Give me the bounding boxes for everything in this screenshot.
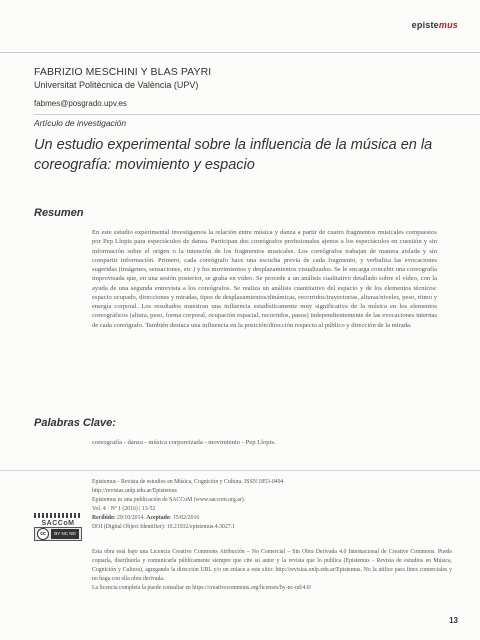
dates-line: Recibido: 29/10/2014. Aceptado: 15/02/2016 (92, 515, 200, 521)
publisher-line: Epistemus es una publicación de SACCoM (www.saccom.org.ar). (92, 497, 246, 503)
saccom-logo-bars (34, 513, 82, 518)
cc-icon: cc (37, 528, 49, 540)
journal-logo: epistemus (411, 20, 458, 30)
abstract-text: En este estudio experimental investigamos la relación entre música y danza a partir de cuatro fragmentos musicales compuestos por Pep Llopis para espectáculos de danza. Participan dos coreógrafos profesionales ajenos a los espectáculos en cuestión y sin información sobre el origen o la intención de los fragmentos musicales. Los coreógrafos trabajan de manera aislada y sin compartir información. Primero, cada coreógrafo hace una escucha previa de cada fragmento, y verbaliza las evocaciones sugeridas (imágenes, sensaciones, etc.) y los movimientos y desplazamientos visualizados. Se le encarga concebir una coreografía improvisada que, en una sesión posterior, se graba en vídeo. Se procede a un análisis cualitativo detallado sobre el vídeo, con la ayuda de una segunda entrevista a los coreógrafos. Se realiza un análisis cuantitativo del espacio y de los elementos técnicos: espacio ocupado, direcciones y miradas, tipos de desplazamientos/dinámicas, recorridos/trayectorias, alturas/niveles, peso, ritmo y energía corporal. Los resultados muestran una influencia estadísticamente muy significativa de la música en los elementos coreográficos (altura, peso, forma corporal, ocupación espacial, recorridos, pasos) independientemente de las evocaciones internas de cada coreógrafo. También destaca una influencia en la posición/dirección respecto al público y dirección de la mirada. (92, 229, 437, 329)
article-type: Artículo de investigación (34, 118, 127, 128)
volume-line: Vol. 4 · Nº 1 (2016) | 13-52 (92, 506, 156, 512)
footer-divider (0, 470, 480, 471)
affiliation: Universitat Politècnica de València (UPV) (34, 80, 199, 90)
header-divider (0, 52, 480, 53)
creative-commons-badge[interactable] (34, 527, 82, 541)
license-body: Esta obra está bajo una Licencia Creative Commons Atribución – No Comercial – Sin Obra Derivada 4.0 Internacional de Creative Commons. Puede copiarla, distribuirla y comunicarla públicamente siempre que cite su autor y la revista que lo publica (Epistemus - Revista de estudios en Música, Cognición y Cultura), agregando la dirección URL y/o un enlace a este sitio: http://revistas.unlp.edu.ar/Epistemus. No la utilice para fines comerciales y no haga con ella obra derivada. (92, 549, 452, 582)
publication-info (92, 478, 432, 532)
saccom-logo: SACCoM (34, 513, 82, 527)
page-number: 13 (449, 616, 458, 625)
license-text (92, 548, 452, 593)
cc-terms: BY NC ND (51, 529, 79, 539)
journal-url[interactable]: http://revistas.unlp.edu.ar/Epistemus (92, 488, 177, 494)
keywords-heading: Palabras Clave: (34, 417, 116, 429)
section-divider (34, 114, 480, 115)
authors: FABRIZIO MESCHINI Y BLAS PAYRI (34, 66, 212, 78)
keywords-text: coreografía - danza - música corporeizada - movimiento - Pep Llopis. (92, 439, 276, 446)
abstract-heading: Resumen (34, 207, 84, 219)
journal-name-line: Epistemus - Revista de estudios en Música, Cognición y Cultura. ISSN 1853-0494 (92, 479, 284, 485)
author-email[interactable]: fabmes@posgrado.upv.es (34, 99, 127, 108)
license-link[interactable]: La licencia completa la puede consultar en https://creativecommons.org/licenses/by-nc-nd/4.0/ (92, 585, 312, 591)
article-title: Un estudio experimental sobre la influencia de la música en la coreografía: movimiento y espacio (34, 137, 433, 173)
doi-line: DOI (Digital Object Identifier): 10.21932/epistemus.4.3027.1 (92, 524, 235, 530)
